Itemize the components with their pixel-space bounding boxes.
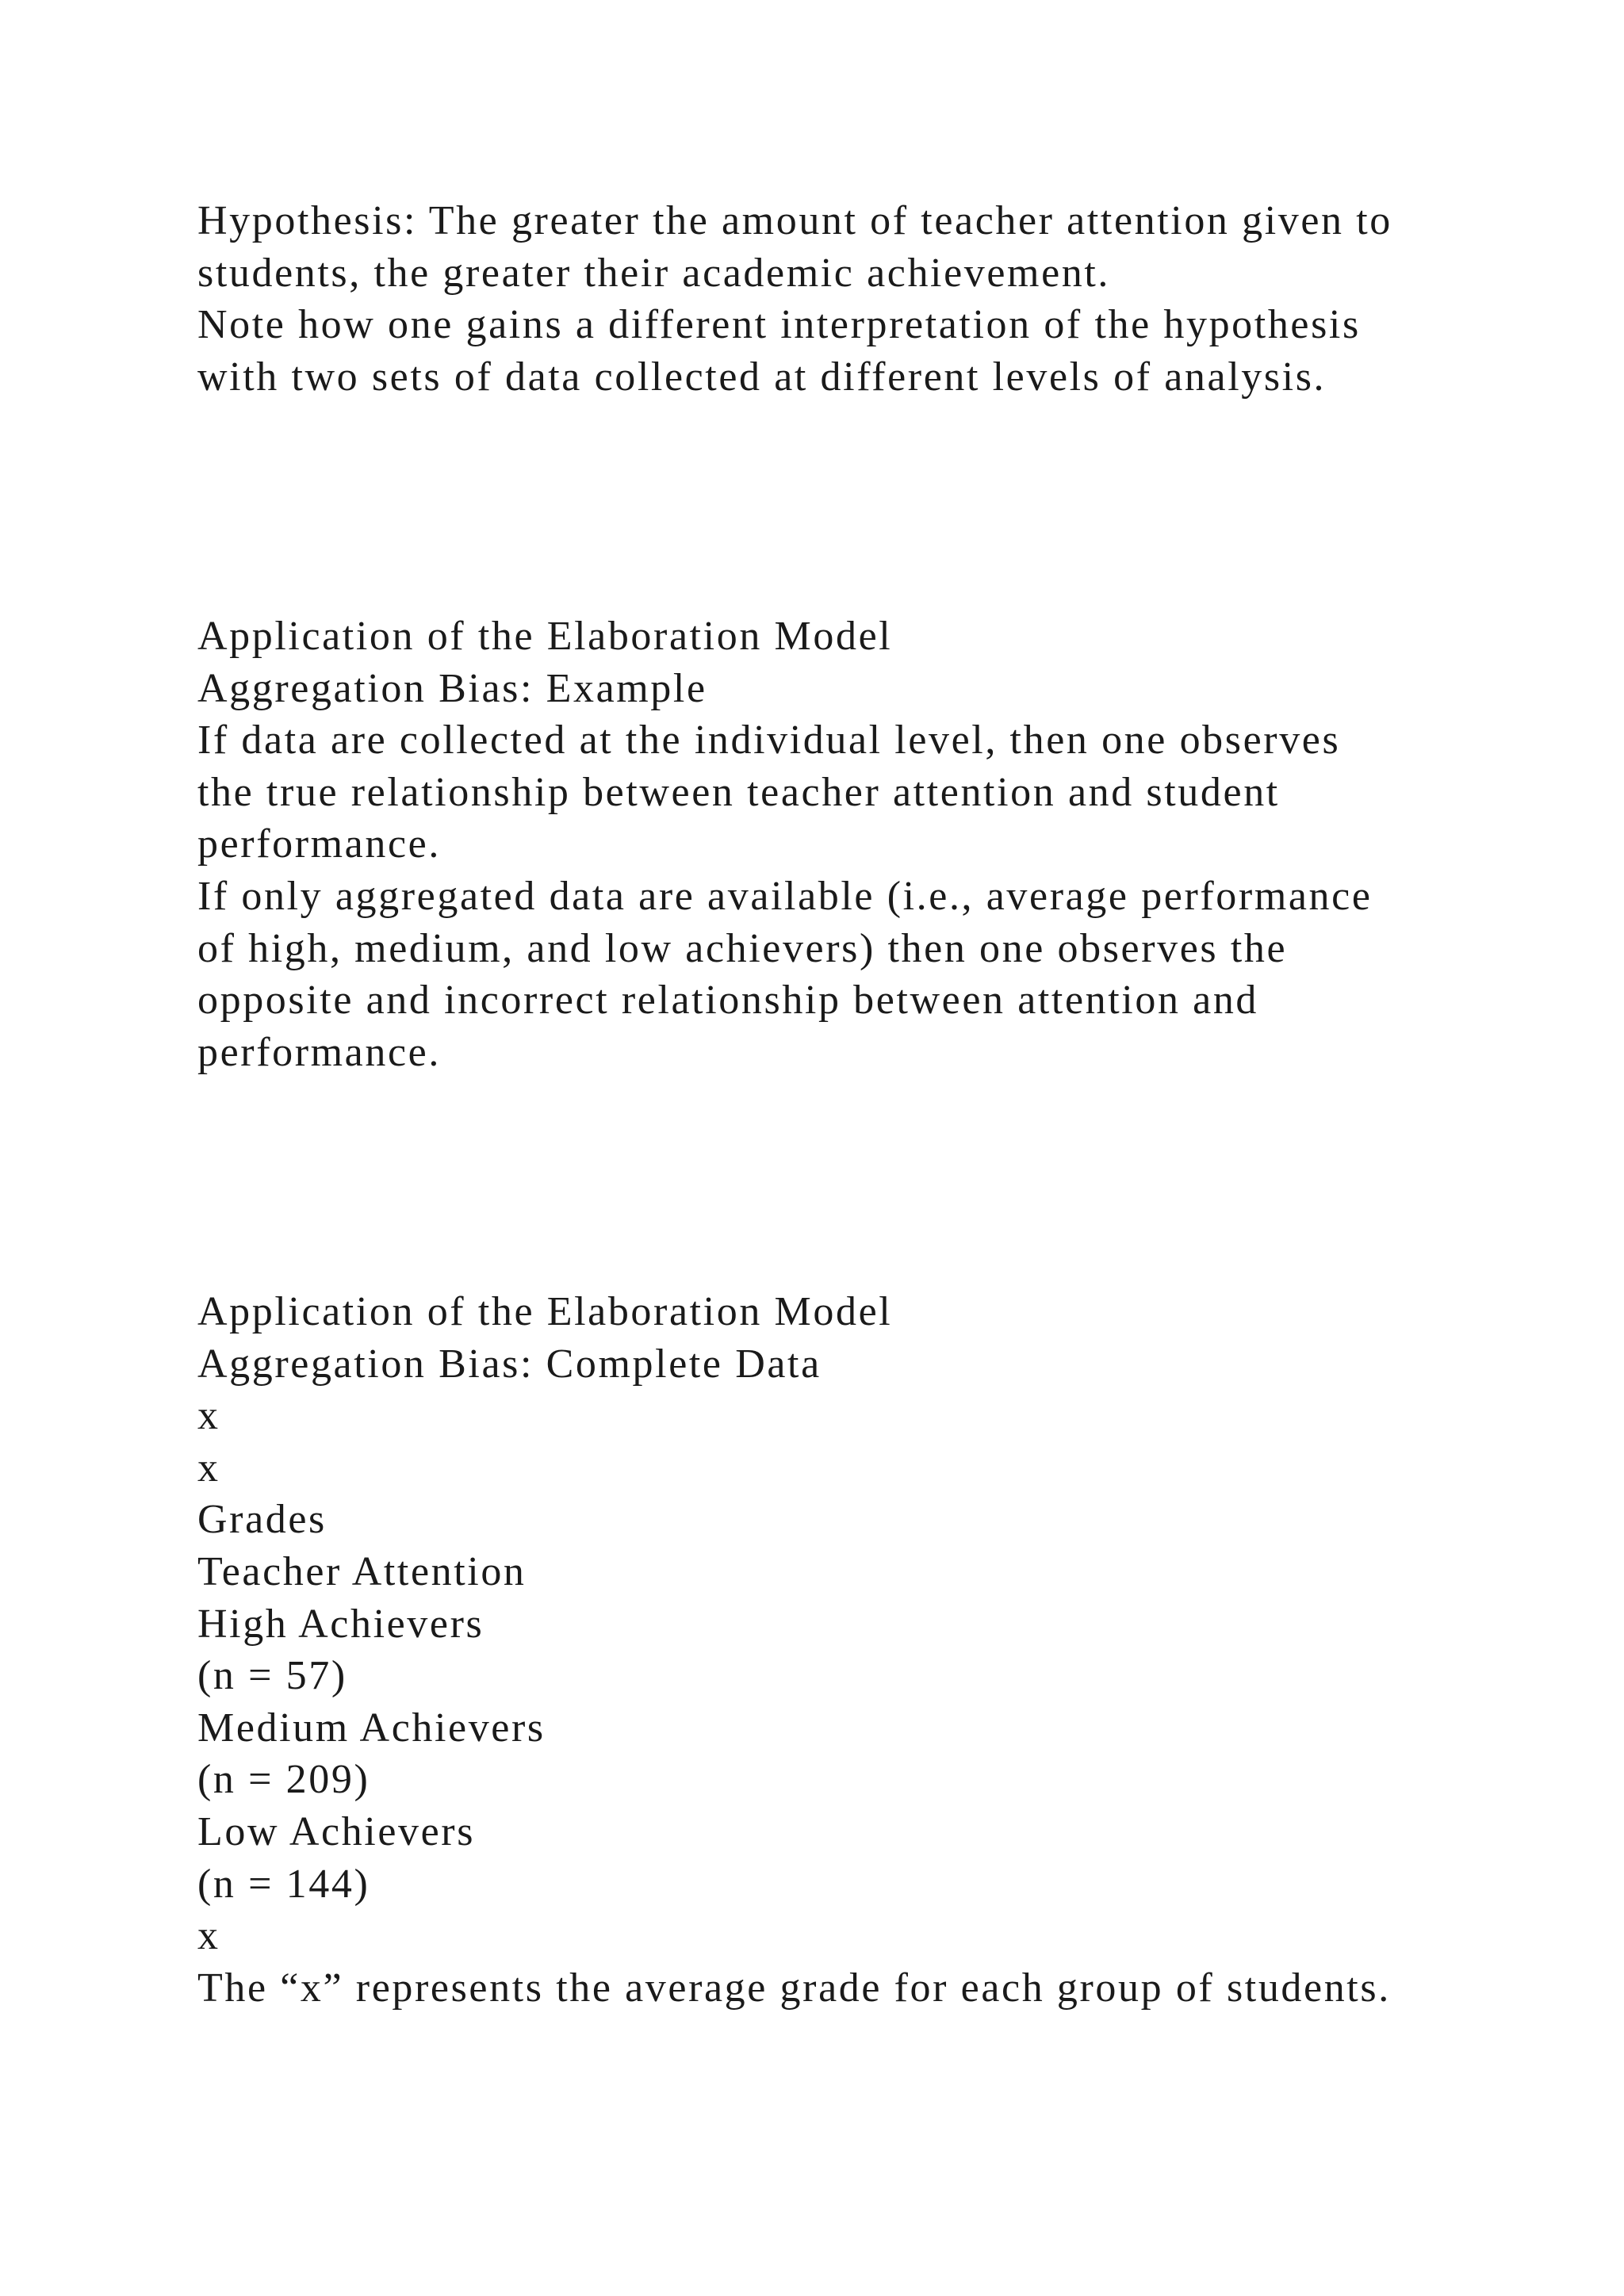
- paragraph-line: If only aggregated data are available (i.e., average performance: [197, 873, 1373, 919]
- paragraph-line: performance.: [197, 821, 441, 867]
- section-subtitle: Aggregation Bias: Complete Data: [197, 1341, 822, 1387]
- paragraph-line: If data are collected at the individual level, then one observes: [197, 718, 1341, 763]
- axis-label-teacher-attention: Teacher Attention: [197, 1548, 527, 1594]
- marker-x: x: [197, 1393, 220, 1439]
- caption-line: The “x” represents the average grade for each group of students.: [197, 1965, 1391, 2011]
- aggregation-bias-example-section: [197, 610, 1561, 1078]
- group-label-low: Low Achievers: [197, 1808, 476, 1854]
- paragraph-line: the true relationship between teacher attention and student: [197, 769, 1280, 815]
- section-title: Application of the Elaboration Model: [197, 1289, 893, 1334]
- marker-x: x: [197, 1913, 220, 1959]
- note-line: Note how one gains a different interpretation of the hypothesis: [197, 302, 1361, 348]
- note-line: with two sets of data collected at different levels of analysis.: [197, 354, 1327, 400]
- hypothesis-section: [197, 195, 1561, 403]
- axis-label-grades: Grades: [197, 1497, 327, 1543]
- section-subtitle: Aggregation Bias: Example: [197, 665, 707, 711]
- hypothesis-line: Hypothesis: The greater the amount of teacher attention given to: [197, 198, 1392, 243]
- group-count-medium: (n = 209): [197, 1757, 370, 1803]
- paragraph-line: performance.: [197, 1029, 441, 1075]
- group-count-high: (n = 57): [197, 1653, 347, 1699]
- aggregation-bias-complete-data-section: [197, 1286, 1561, 2014]
- group-label-high: High Achievers: [197, 1601, 485, 1647]
- hypothesis-line: students, the greater their academic achievement.: [197, 250, 1111, 296]
- group-label-medium: Medium Achievers: [197, 1705, 546, 1751]
- group-count-low: (n = 144): [197, 1861, 370, 1907]
- paragraph-line: of high, medium, and low achievers) then one observes the: [197, 925, 1288, 971]
- section-title: Application of the Elaboration Model: [197, 614, 893, 659]
- marker-x: x: [197, 1445, 220, 1490]
- paragraph-line: opposite and incorrect relationship between attention and: [197, 978, 1259, 1024]
